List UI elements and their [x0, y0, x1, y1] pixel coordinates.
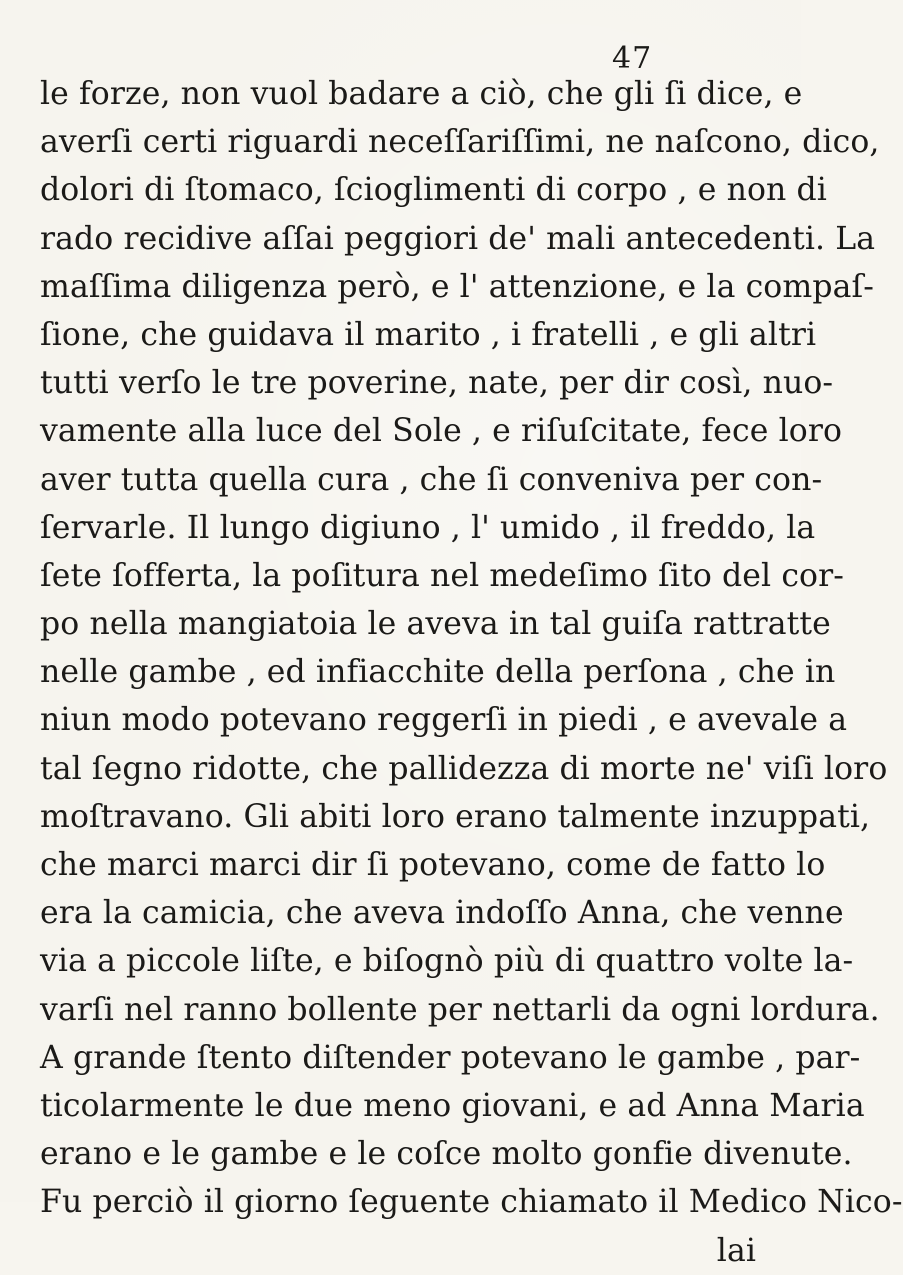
- text-line: rado recidive aſſai peggiori de' mali antecedenti. La: [40, 220, 876, 257]
- text-line: ſione, che guidava il marito , i fratelli , e gli altri: [40, 316, 817, 353]
- text-line: ſete ſofferta, la poſitura nel medeſimo ſito del cor-: [40, 557, 845, 594]
- text-line: che marci marci dir ſi potevano, come de fatto lo: [40, 847, 826, 883]
- text-line: dolori di ſtomaco, ſcioglimenti di corpo , e non di: [40, 172, 827, 209]
- text-line: era la camicia, che aveva indoſſo Anna, che venne: [40, 895, 844, 932]
- text-line: erano e le gambe e le coſce molto gonfie divenute.: [40, 1136, 853, 1173]
- text-line: nelle gambe , ed infiacchite della perſona , che in: [40, 654, 836, 691]
- text-line: via a piccole liſte, e biſognò più di quattro volte la-: [40, 943, 854, 980]
- page-number: 47: [612, 41, 653, 76]
- text-line: niun modo potevano reggerſi in piedi , e avevale a: [40, 702, 848, 739]
- text-line: A grande ſtento diſtender potevano le gambe , par-: [40, 1039, 861, 1076]
- text-line: ticolarmente le due meno giovani, e ad Anna Maria: [40, 1087, 865, 1124]
- text-line: tal ſegno ridotte, che pallidezza di morte ne' viſi loro: [40, 750, 888, 787]
- text-line: po nella mangiatoia le aveva in tal guiſa rattratte: [40, 606, 831, 643]
- text-line: tutti verſo le tre poverine, nate, per dir così, nuo-: [40, 365, 834, 402]
- catchword: lai: [716, 1232, 756, 1269]
- text-line: ſervarle. Il lungo digiuno , l' umido , il freddo, la: [40, 509, 816, 546]
- text-line: vamente alla luce del Sole , e riſuſcitate, fece loro: [40, 413, 843, 450]
- text-line: Fu perciò il giorno ſeguente chiamato il Medico Nico-: [40, 1184, 903, 1221]
- body-text: [40, 70, 903, 1275]
- text-line: le forze, non vuol badare a ciò, che gli ſi dice, e: [40, 76, 803, 112]
- text-line: aver tutta quella cura , che ſi conveniva per con-: [40, 461, 823, 498]
- text-line: moſtravano. Gli abiti loro erano talmente inzuppati,: [40, 798, 871, 835]
- text-line: maſſima diligenza però, e l' attenzione, e la compaſ-: [40, 268, 874, 305]
- text-line: averſi certi riguardi neceſſariſſimi, ne naſcono, dico,: [40, 124, 880, 161]
- text-line: varſi nel ranno bollente per nettarli da ogni lordura.: [40, 991, 880, 1028]
